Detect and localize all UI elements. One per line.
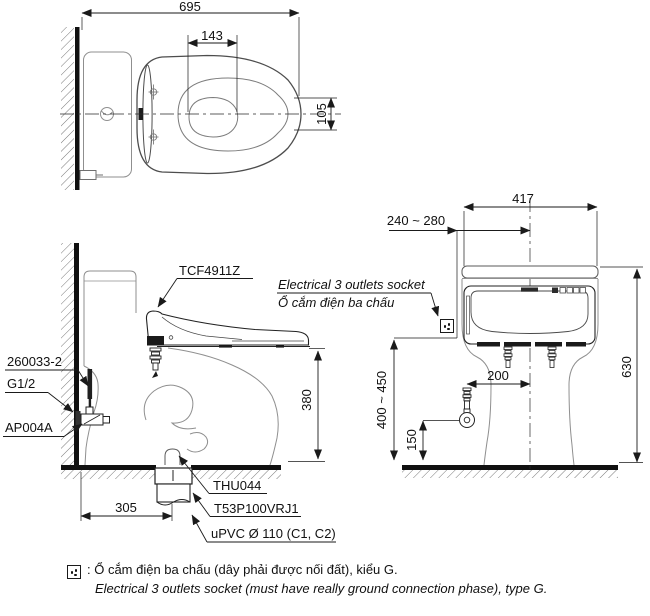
part-label-thu044: THU044 bbox=[213, 478, 262, 493]
dim-label-200: 200 bbox=[487, 368, 509, 383]
dim-label-240-280: 240 ~ 280 bbox=[386, 213, 446, 228]
legend-line-vi: : Ổ cắm điện ba chấu (dây phải được nối đất), kiểu G. bbox=[87, 562, 398, 577]
dim-label-150: 150 bbox=[404, 429, 419, 451]
part-label-tcf4911z: TCF4911Z bbox=[179, 263, 241, 278]
dim-label-143: 143 bbox=[201, 28, 223, 43]
socket-note-en: Electrical 3 outlets socket bbox=[278, 277, 425, 292]
power-socket-icon bbox=[440, 319, 454, 333]
legend-power-socket-icon bbox=[67, 565, 81, 579]
dim-label-105: 105 bbox=[314, 103, 329, 125]
part-label-ap004a: AP004A bbox=[5, 420, 53, 435]
part-label-260033-2: 260033-2 bbox=[7, 354, 62, 369]
socket-note-vi: Ổ cắm điện ba chấu bbox=[278, 295, 395, 310]
dim-label-380: 380 bbox=[299, 389, 314, 411]
dim-label-417: 417 bbox=[512, 191, 534, 206]
dim-label-630: 630 bbox=[619, 356, 634, 378]
dim-label-400-450: 400 ~ 450 bbox=[374, 370, 389, 430]
part-label-upvc: uPVC Ø 110 (C1, C2) bbox=[211, 526, 336, 541]
rear-view-group bbox=[389, 198, 643, 478]
dim-label-305: 305 bbox=[115, 500, 137, 515]
legend-line-en: Electrical 3 outlets socket (must have really ground connection phase), type G. bbox=[95, 581, 548, 596]
dim-label-695: 695 bbox=[179, 0, 201, 14]
part-label-t53p100vrj1: T53P100VRJ1 bbox=[214, 501, 299, 516]
thread-label-g12: G1/2 bbox=[7, 376, 36, 391]
